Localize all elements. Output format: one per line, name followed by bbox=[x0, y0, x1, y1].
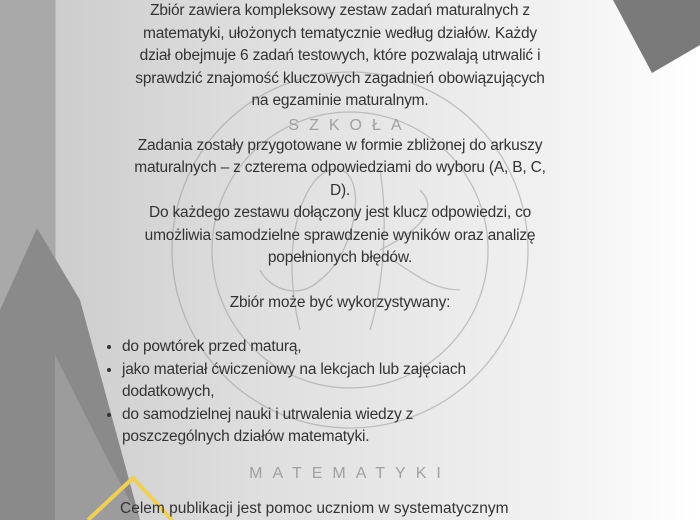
text-line: sprawdzić znajomość kluczowych zagadnień obowiązujących bbox=[135, 69, 545, 87]
text-line: umożliwia samodzielne sprawdzenie wyników oraz analizę bbox=[144, 226, 536, 244]
text-line: na egzaminie maturalnym. bbox=[251, 92, 429, 109]
top-right-shape bbox=[613, 0, 700, 73]
list-item: • do samodzielnej nauki i utrwalenia wiedzy z poszczególnych działów matematyki. bbox=[122, 404, 492, 449]
intro-paragraph bbox=[100, 0, 580, 113]
watermark-bottom-text: MATEMATYKI bbox=[249, 465, 451, 482]
usage-list bbox=[100, 336, 492, 449]
document-body bbox=[100, 0, 580, 449]
text-line: dział obejmuje 6 zadań testowych, które pozwalają utrwalić i bbox=[139, 47, 541, 64]
text-line: maturalnych – z czterema odpowiedziami do wyboru (A, B, C, bbox=[134, 159, 546, 176]
text-line: popełnionych błędów. bbox=[267, 249, 413, 266]
text-line: Zbiór zawiera kompleksowy zestaw zadań maturalnych z bbox=[150, 2, 530, 19]
key-paragraph bbox=[100, 202, 580, 270]
text-line: Zadania zostały przygotowane w formie zbliżonej do arkuszy bbox=[137, 136, 543, 154]
text-line: D). bbox=[329, 181, 351, 199]
list-item: • do powtórek przed maturą, bbox=[122, 336, 492, 359]
list-item: • jako materiał ćwiczeniowy na lekcjach lub zajęciach dodatkowych, bbox=[122, 359, 492, 404]
watermark-top-text: SZKOŁA bbox=[288, 117, 412, 134]
goal-paragraph: Celem publikacji jest pomoc uczniom w systematycznym bbox=[120, 500, 509, 517]
format-paragraph bbox=[100, 135, 580, 203]
text-line: Do każdego zestawu dołączony jest klucz odpowiedzi, co bbox=[148, 204, 532, 221]
text-line: matematyki, ułożonych tematycznie według działów. Każdy bbox=[143, 24, 537, 42]
usage-heading: Zbiór może być wykorzystywany: bbox=[229, 293, 451, 311]
